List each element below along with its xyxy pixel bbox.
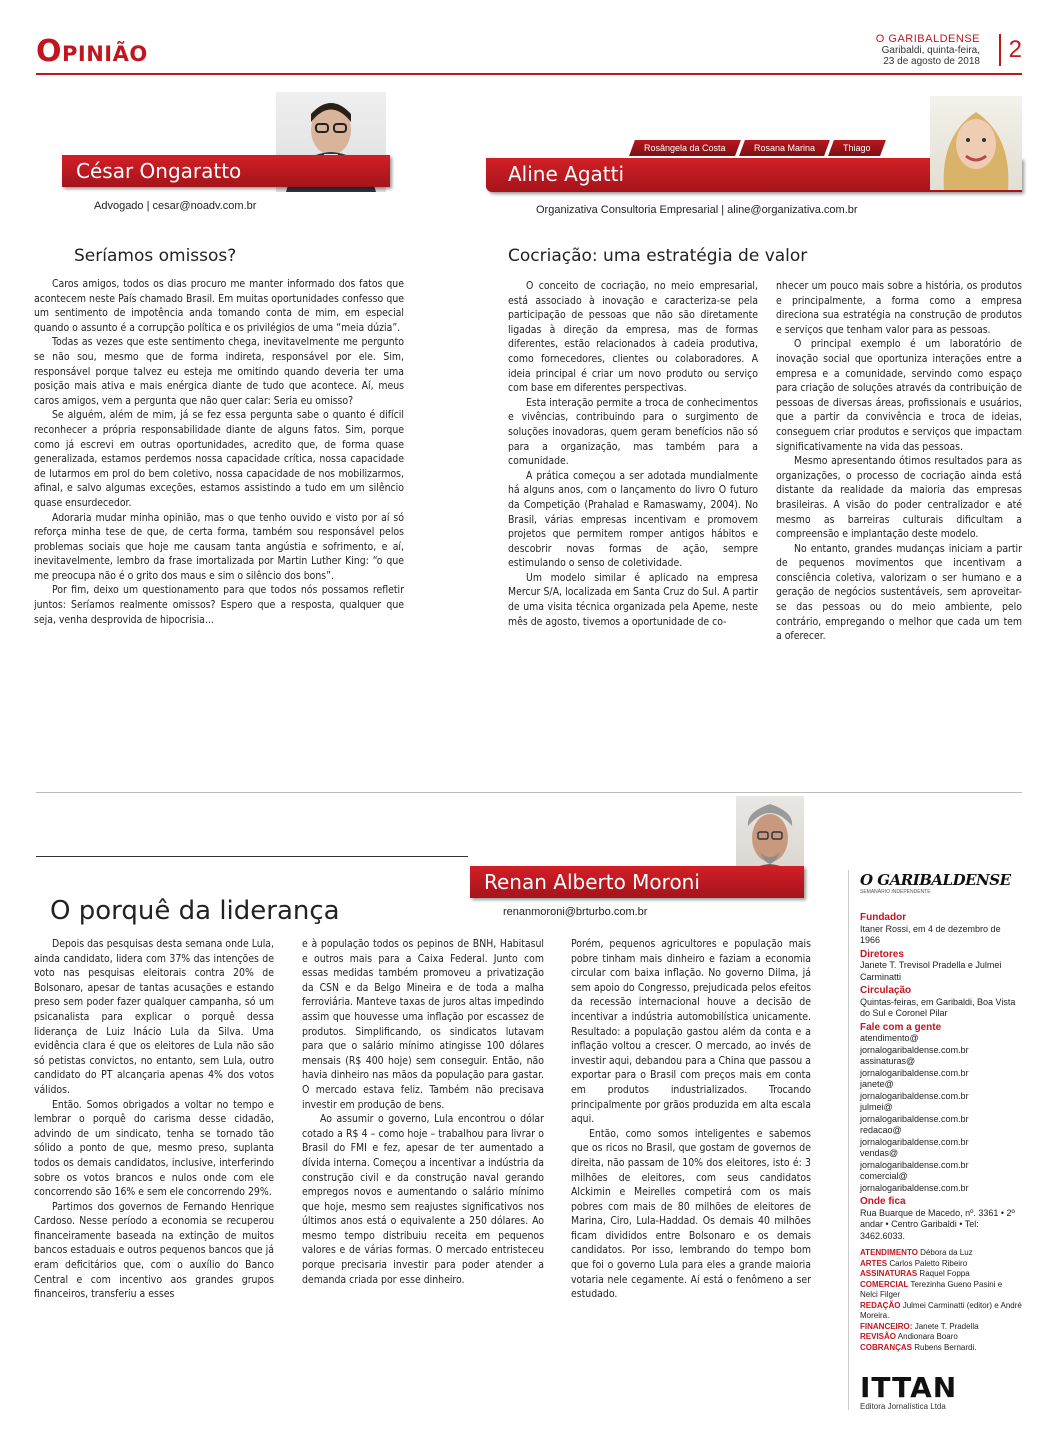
paragraph: Mesmo apresentando ótimos resultados para as organizações, o processo de cocriação ainda está distante da realidade da maioria das empresas brasileiras. A visão do poder centralizador e até mesmo as barreiras culturais dificultam a compreensão e implantação deste modelo. (776, 455, 1022, 541)
staff-entry: COBRANÇAS Rubens Bernardi. (860, 1342, 977, 1352)
columnist-tab[interactable]: Rosângela da Costa (629, 140, 740, 156)
paragraph: Ao assumir o governo, Lula encontrou o dólar cotado a R$ 4 – como hoje – trabalhou para livrar o Brasil do FMI e fez, apesar de ter aumentado a dívida interna. Começou a incentivar a indústria da construção civil e da construção naval gerando empregos novos e aumentando o salário mínimo que hoje, mesmo sem reajustes significativos nos últimos anos está o equivalente a 250 dólares. Ao mesmo tempo distribuiu receita em pequenos valores e de várias formas. O mercado entristeceu porque precisaria investir para poder atender a demanda criada por esse dinheiro. (302, 1113, 544, 1286)
email-link[interactable]: atendimento@ (860, 1033, 919, 1043)
paragraph: nhecer um pouco mais sobre a história, os produtos e principalmente, a forma como a empresa direciona sua estratégia na construção de produtos e serviços que tenham valor para as pessoas. (776, 280, 1022, 336)
byline: renanmoroni@brturbo.com.br (503, 906, 648, 918)
staff-entry: REVISÃO Andionara Boaro (860, 1332, 958, 1341)
paragraph: Partimos dos governos de Fernando Henrique Cardoso. Nesse período a economia se recuperou financeiramente baseada na extinção de muitos bancos estaduais e outros pequenos bancos que já eram deficitários que, com o auxílio do Banco Central e com incentivo aos grandes grupos financeiros, transferiu a esses (34, 1200, 274, 1301)
diretores-heading: Diretores (860, 948, 904, 960)
email-link[interactable]: jornalogaribaldense.com.br (860, 1044, 969, 1055)
paragraph: e à população todos os pepinos de BNH, Habitasul e outros mais para a Caixa Federal. Junto com essas medidas também promoveu a privatização da CSN e da Belgo Mineira e de toda a malha ferroviária. Manteve taxas de juros altas impedindo assim que houvesse uma inflação por escassez de produtos. Simplificando, os sindicatos lutavam para que o salário mínimo atingisse 100 dólares mensais (R$ 400 hoje) sem conseguir. Então, não havia dinheiro nas mãos da população para gastar. O mercado estava feliz. Também não precisava investir em produção de bens. (302, 938, 544, 1111)
paragraph: Então. Somos obrigados a voltar no tempo e lembrar o porquê do carisma desse cidadão, advindo de um sindicato, tenha se tornado tão sólido a ponto de que, mesmo preso, suplanta todos os demais candidatos, inclusive, interferindo sobre os votos brancos e nulos onde com ele concorrendo são 16% e sem ele concorrendo 29%. (34, 1098, 274, 1199)
article-body (34, 277, 404, 627)
email-link[interactable]: jornalogaribaldense.com.br (860, 1136, 969, 1147)
email-link[interactable]: vendas@ (860, 1148, 899, 1158)
article-title: Cocriação: uma estratégia de valor (508, 246, 808, 266)
article-column (776, 279, 1022, 644)
author-photo-aline (930, 96, 1022, 190)
email-link[interactable]: redacao@ (860, 1125, 902, 1135)
author-banner-renan (470, 866, 804, 898)
circulacao-heading: Circulação (860, 985, 912, 996)
publication-city-date: Garibaldi, quinta-feira, (881, 45, 980, 56)
byline: Organizativa Consultoria Empresarial | aline@organizativa.com.br (536, 204, 858, 216)
page-number: 2 (999, 34, 1022, 66)
email-link[interactable]: jornalogaribaldense.com.br (860, 1182, 969, 1193)
paragraph: A prática começou a ser adotada mundialmente há alguns anos, com o lançamento do livro O futuro da Competição (Prahalad e Ramaswamy, 2004). No Brasil, várias empresas incentivam e promovem projetos que permitem romper antigos hábitos e descobrir novas formas de ação, sempre estimulando o senso de coletividade. (508, 469, 758, 570)
paragraph: Porém, pequenos agricultores e população mais pobre tinham mais dinheiro e faziam a economia circular com baixa inflação. No governo Dilma, já sem apoio do Congresso, prejudicada pelos efeitos da recessão internacional houve a decisão de incentivar a indústria automobilística unicamente. Resultado: a população gastou além da conta e a inflação voltou a crescer. O mercado, ao invés de investir aqui, debandou para a China que passou a exportar para o Brasil com preços mais em conta em produtos industrializados. Trocando principalmente por grãos produzida em alta escala aqui. (571, 938, 811, 1126)
columnist-tab[interactable]: Thiago (828, 140, 885, 156)
email-link[interactable]: jornalogaribaldense.com.br (860, 1159, 969, 1170)
paragraph: Por fim, deixo um questionamento para que todos nós possamos refletir juntos: Seríamos realmente omissos? Espero que a resposta, qualquer que seja, venha desprovida de hipocrisia... (34, 584, 404, 626)
columnist-tabs (632, 140, 882, 156)
circulacao: Quintas-feiras, em Garibaldi, Boa Vista do Sul e Coronel Pilar (860, 996, 1016, 1018)
author-name: César Ongaratto (76, 159, 242, 183)
fundador: Itaner Rossi, em 4 de dezembro de 1966 (860, 923, 1001, 945)
byline: Advogado | cesar@noadv.com.br (94, 200, 257, 212)
paragraph: Depois das pesquisas desta semana onde Lula, ainda candidato, lidera com 37% das intenções de voto nas pesquisas eleitorais contra 20% de Bolsonaro, apesar de tantas acusações e estando preso sem poder fazer qualquer campanha, só um psicanalista para explicar o porquê dessa liderança de Luiz Inácio Lula da Silva. Uma evidência clara é que os eleitores de Lula não são só petistas convictos, no entanto, sem Lula, outro candidato do PT alcançaria apenas 4% dos votos válidos. (34, 938, 274, 1096)
staff-entry: ATENDIMENTO Débora da Luz (860, 1248, 973, 1257)
author-banner-cesar (62, 155, 390, 187)
staff-entry: FINANCEIRO: Janete T. Pradella (860, 1321, 979, 1331)
paragraph: Esta interação permite a troca de conhecimentos e vivências, contribuindo para o surgimento de soluções inovadoras, quem geram benefícios não só para a organização, mas também para a comunidade. (508, 396, 758, 468)
staff-entry: ASSINATURAS Raquel Foppa (860, 1269, 970, 1278)
staff-entry: ARTES Carlos Paletto Ribeiro (860, 1258, 968, 1268)
expediente-border (848, 870, 849, 1410)
paragraph: No entanto, grandes mudanças iniciam a partir de pequenos movimentos que incentivam a consciência coletiva, valorizam o ser humano e a geração de negócios sustentáveis, sem aproveitar-se das pessoas ou do meio ambiente, pelo contrário, empregando o melhor que cada um tem a oferecer. (776, 542, 1022, 643)
publisher-name: Editora Jornalística Ltda (860, 1402, 946, 1411)
contact-heading: Fale com a gente (860, 1021, 942, 1033)
address: Rua Buarque de Macedo, nº. 3361 • 2º andar • Centro Garibaldi • Tel: 3462.6033. (860, 1207, 1015, 1241)
article-column (34, 937, 274, 1302)
email-link[interactable]: julmei@ (860, 1102, 893, 1112)
publication-info (876, 34, 980, 67)
paragraph: Todas as vezes que este sentimento chega, inevitavelmente me pergunto se não sou, mesmo que de forma indireta, responsável por ele. Sim, responsável porque talvez eu esteja me omitindo quando deveria ter uma posição mais ativa e mais enérgica diante de tudo que acontece. Aí, meus caros amigos, vem a pergunta que não quer calar: Seria eu omisso? (34, 336, 404, 407)
author-name: Renan Alberto Moroni (484, 870, 700, 894)
email-link[interactable]: comercial@ (860, 1171, 908, 1181)
diretores: Janete T. Trevisol Pradella e Julmei Carminatti (860, 960, 1002, 982)
portrait-icon (930, 96, 1022, 190)
email-link[interactable]: assinaturas@ (860, 1056, 916, 1066)
fundador-heading: Fundador (860, 912, 907, 923)
newspaper-logo-sub: SEMANÁRIO INDEPENDENTE (860, 888, 931, 895)
publisher-logo: ITTAN (860, 1371, 958, 1404)
staff-list (860, 1248, 1022, 1353)
section-title: Opinião (36, 34, 148, 69)
paragraph: Um modelo similar é aplicado na empresa Mercur S/A, localizada em Santa Cruz do Sul. A partir de uma visita técnica organizada pela Apeme, neste mês de agosto, tivemos a oportunidade de co- (508, 571, 758, 628)
publication-name: O GARIBALDENSE (875, 33, 980, 45)
article-title: O porquê da liderança (50, 896, 340, 926)
article-column (508, 279, 758, 629)
email-link[interactable]: jornalogaribaldense.com.br (860, 1113, 969, 1124)
section-divider (36, 792, 1022, 793)
address-heading: Onde fica (860, 1196, 906, 1207)
paragraph: Se alguém, além de mim, já se fez essa pergunta sabe o quanto é difícil reconhecer a própria responsabilidade diante de alguns fatos. Sim, porque como já escrevi em outras oportunidades, acredito que, de forma quase generalizada, estamos perdemos nossa capacidade crítica, nossa capacidade de lutarmos em prol do bem coletivo, nossa capacidade de nos mobilizarmos, afinal, e salvo algumas exceções, estamos assistindo a tudo em um silêncio quase ensurdecedor. (34, 409, 404, 509)
article-column (571, 937, 811, 1302)
article-column (302, 937, 544, 1287)
email-link[interactable]: jornalogaribaldense.com.br (860, 1090, 969, 1101)
article-title: Seríamos omissos? (74, 246, 237, 266)
paragraph: Então, como somos inteligentes e sabemos que os ricos no Brasil, que gostam de governos de direita, não passam de 10% dos eleitores, isto é: 3 milhões de eleitores, com seus candidatos Alckimin e Meirelles competirá com os mais pobres com mais de 80 milhões de eleitores de Marina, Ciro, Lula-Haddad. Os demais 40 milhões ficam divididos entre Bolsonaro e os demais candidatos. Por isso, lembrando do tempo bom que foi o governo Lula para eles a grande maioria votaria nele cegamente. Aí está o fenômeno a ser estudado. (571, 1127, 811, 1301)
paragraph: O principal exemplo é um laboratório de inovação social que oportuniza interações entre a empresa e a comunidade, servindo como espaço para criação de soluções através da contribuição de pessoas de diversas áreas, profissionais e usuários, que a partir da convivência e troca de ideias, conseguem criar produtos e serviços que impactam significativamente na vida das pessoas. (776, 338, 1022, 453)
author-name: Aline Agatti (508, 162, 625, 186)
paragraph: O conceito de cocriação, no meio empresarial, está associado à inovação e caracteriza-se pela participação de pessoas que não são diretamente ligadas à direção da empresa, mas de formas diferentes, estão relacionados à cadeia produtiva, como fornecedores, clientes ou colaboradores. A ideia principal é criar um novo produto ou serviço com base em diferentes perspectivas. (508, 280, 758, 395)
header-rule (36, 73, 1022, 75)
paragraph: Caros amigos, todos os dias procuro me manter informado dos fatos que acontecem neste País chamado Brasil. Em muitas oportunidades confesso que um sentimento de impotência anda tomando conta de mim, em especial quando o assunto é a corrupção política e os privilégios de uma “meia dúzia”. (34, 278, 404, 334)
email-link[interactable]: jornalogaribaldense.com.br (860, 1067, 969, 1078)
columnist-tab[interactable]: Rosana Marina (739, 140, 830, 156)
newspaper-logo: O GARIBALDENSE (860, 871, 1011, 889)
expediente (860, 871, 1022, 1353)
email-list (860, 1033, 1022, 1194)
section-divider (36, 856, 468, 857)
email-link[interactable]: janete@ (860, 1079, 894, 1089)
staff-entry: REDAÇÃO Julmei Carminatti (editor) e André Moreira. (860, 1300, 1022, 1320)
staff-entry: COMERCIAL Terezinha Gueno Pasini e Nelci Filger (860, 1279, 1003, 1299)
publication-date: 23 de agosto de 2018 (883, 56, 980, 67)
paragraph: Adoraria mudar minha opinião, mas o que tenho ouvido e visto por aí só reforça minha tese de que, de certa forma, também sou responsável pelos problemas sociais que hoje me causam tanta angústia e sofrimento, e aí, inevitavelmente, lembro da frase imortalizada por Martin Luther King: “o que me preocupa não é o grito dos maus e sim o silêncio dos bons”. (34, 511, 404, 582)
